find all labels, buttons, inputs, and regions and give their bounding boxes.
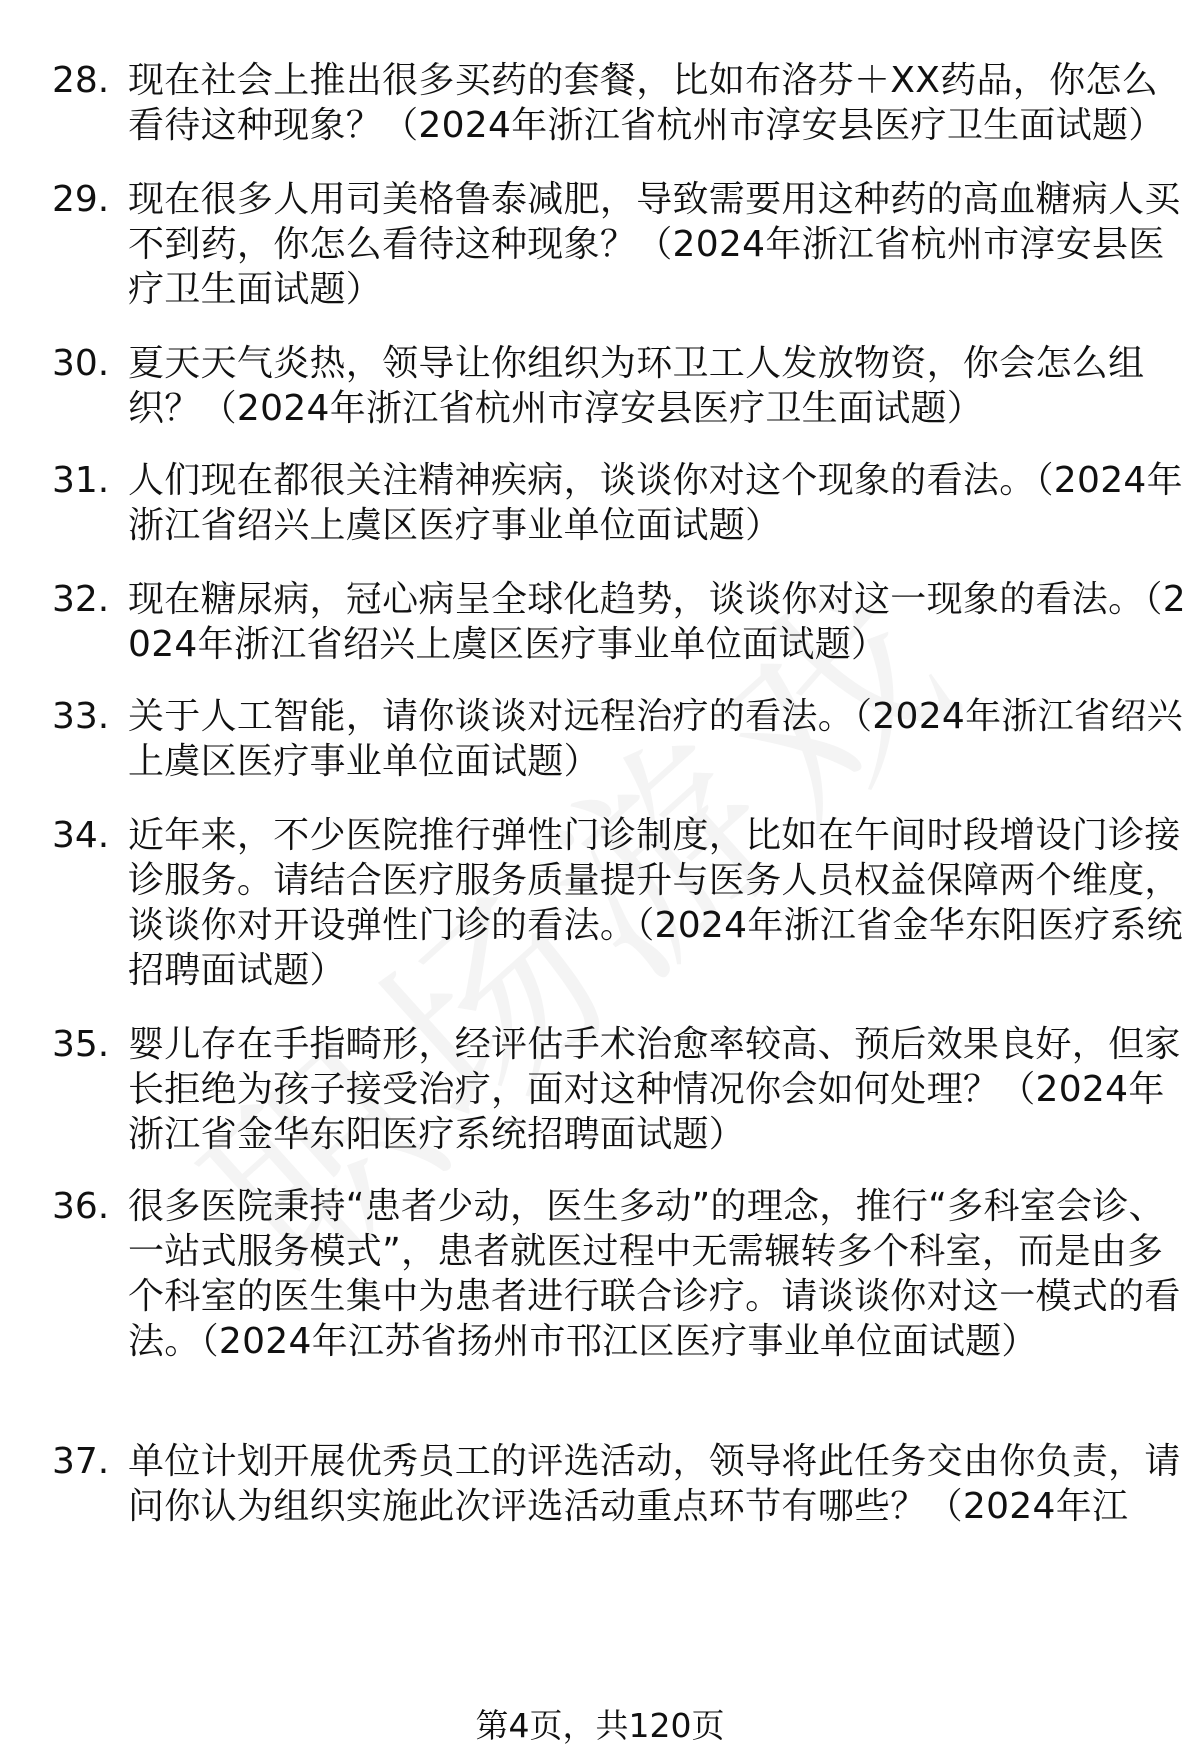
question-text: 单位计划开展优秀员工的评选活动，领导将此任务交由你负责，请问你认为组织实施此次评选活动重点环节有哪些？（2024年江 — [128, 1441, 1181, 1527]
question-text: 夏天天气炎热，领导让你组织为环卫工人发放物资，你会怎么组织？（2024年浙江省杭州市淳安县医疗卫生面试题） — [128, 343, 1145, 429]
page-number-footer: 第4页，共120页 — [475, 1706, 725, 1745]
question-text: 很多医院秉持“患者少动，医生多动”的理念，推行“多科室会诊、一站式服务模式”，患者就医过程中无需辗转多个科室，而是由多个科室的医生集中为患者进行联合诊疗。请谈谈你对这一模式的看法。（2024年江苏省扬州市邗江区医疗事业单位面试题） — [128, 1186, 1181, 1362]
question-text: 现在社会上推出很多买药的套餐，比如布洛芬＋XX药品，你怎么看待这种现象？（2024年浙江省杭州市淳安县医疗卫生面试题） — [128, 60, 1165, 146]
question-text: 婴儿存在手指畸形，经评估手术治愈率较高、预后效果良好，但家长拒绝为孩子接受治疗，面对这种情况你会如何处理？（2024年浙江省金华东阳医疗系统招聘面试题） — [128, 1024, 1181, 1155]
question-text: 现在很多人用司美格鲁泰减肥，导致需要用这种药的高血糖病人买不到药，你怎么看待这种现象？（2024年浙江省杭州市淳安县医疗卫生面试题） — [128, 179, 1181, 310]
question-number: 31. — [52, 460, 110, 501]
question-text: 现在糖尿病，冠心病呈全球化趋势，谈谈你对这一现象的看法。（2024年浙江省绍兴上虞区医疗事业单位面试题） — [128, 579, 1186, 665]
question-number: 37. — [52, 1441, 110, 1482]
question-number: 34. — [52, 815, 110, 856]
question-text: 近年来，不少医院推行弹性门诊制度，比如在午间时段增设门诊接诊服务。请结合医疗服务质量提升与医务人员权益保障两个维度，谈谈你对开设弹性门诊的看法。（2024年浙江省金华东阳医疗系统招聘面试题） — [128, 815, 1183, 991]
question-text: 关于人工智能，请你谈谈对远程治疗的看法。（2024年浙江省绍兴上虞区医疗事业单位面试题） — [128, 696, 1183, 782]
question-number: 30. — [52, 343, 110, 384]
question-number: 33. — [52, 696, 110, 737]
question-number: 28. — [52, 60, 110, 101]
question-number: 36. — [52, 1186, 110, 1227]
question-number: 29. — [52, 179, 110, 220]
question-text: 人们现在都很关注精神疾病，谈谈你对这个现象的看法。（2024年浙江省绍兴上虞区医疗事业单位面试题） — [128, 460, 1183, 546]
question-number: 32. — [52, 579, 110, 620]
question-number: 35. — [52, 1024, 110, 1065]
